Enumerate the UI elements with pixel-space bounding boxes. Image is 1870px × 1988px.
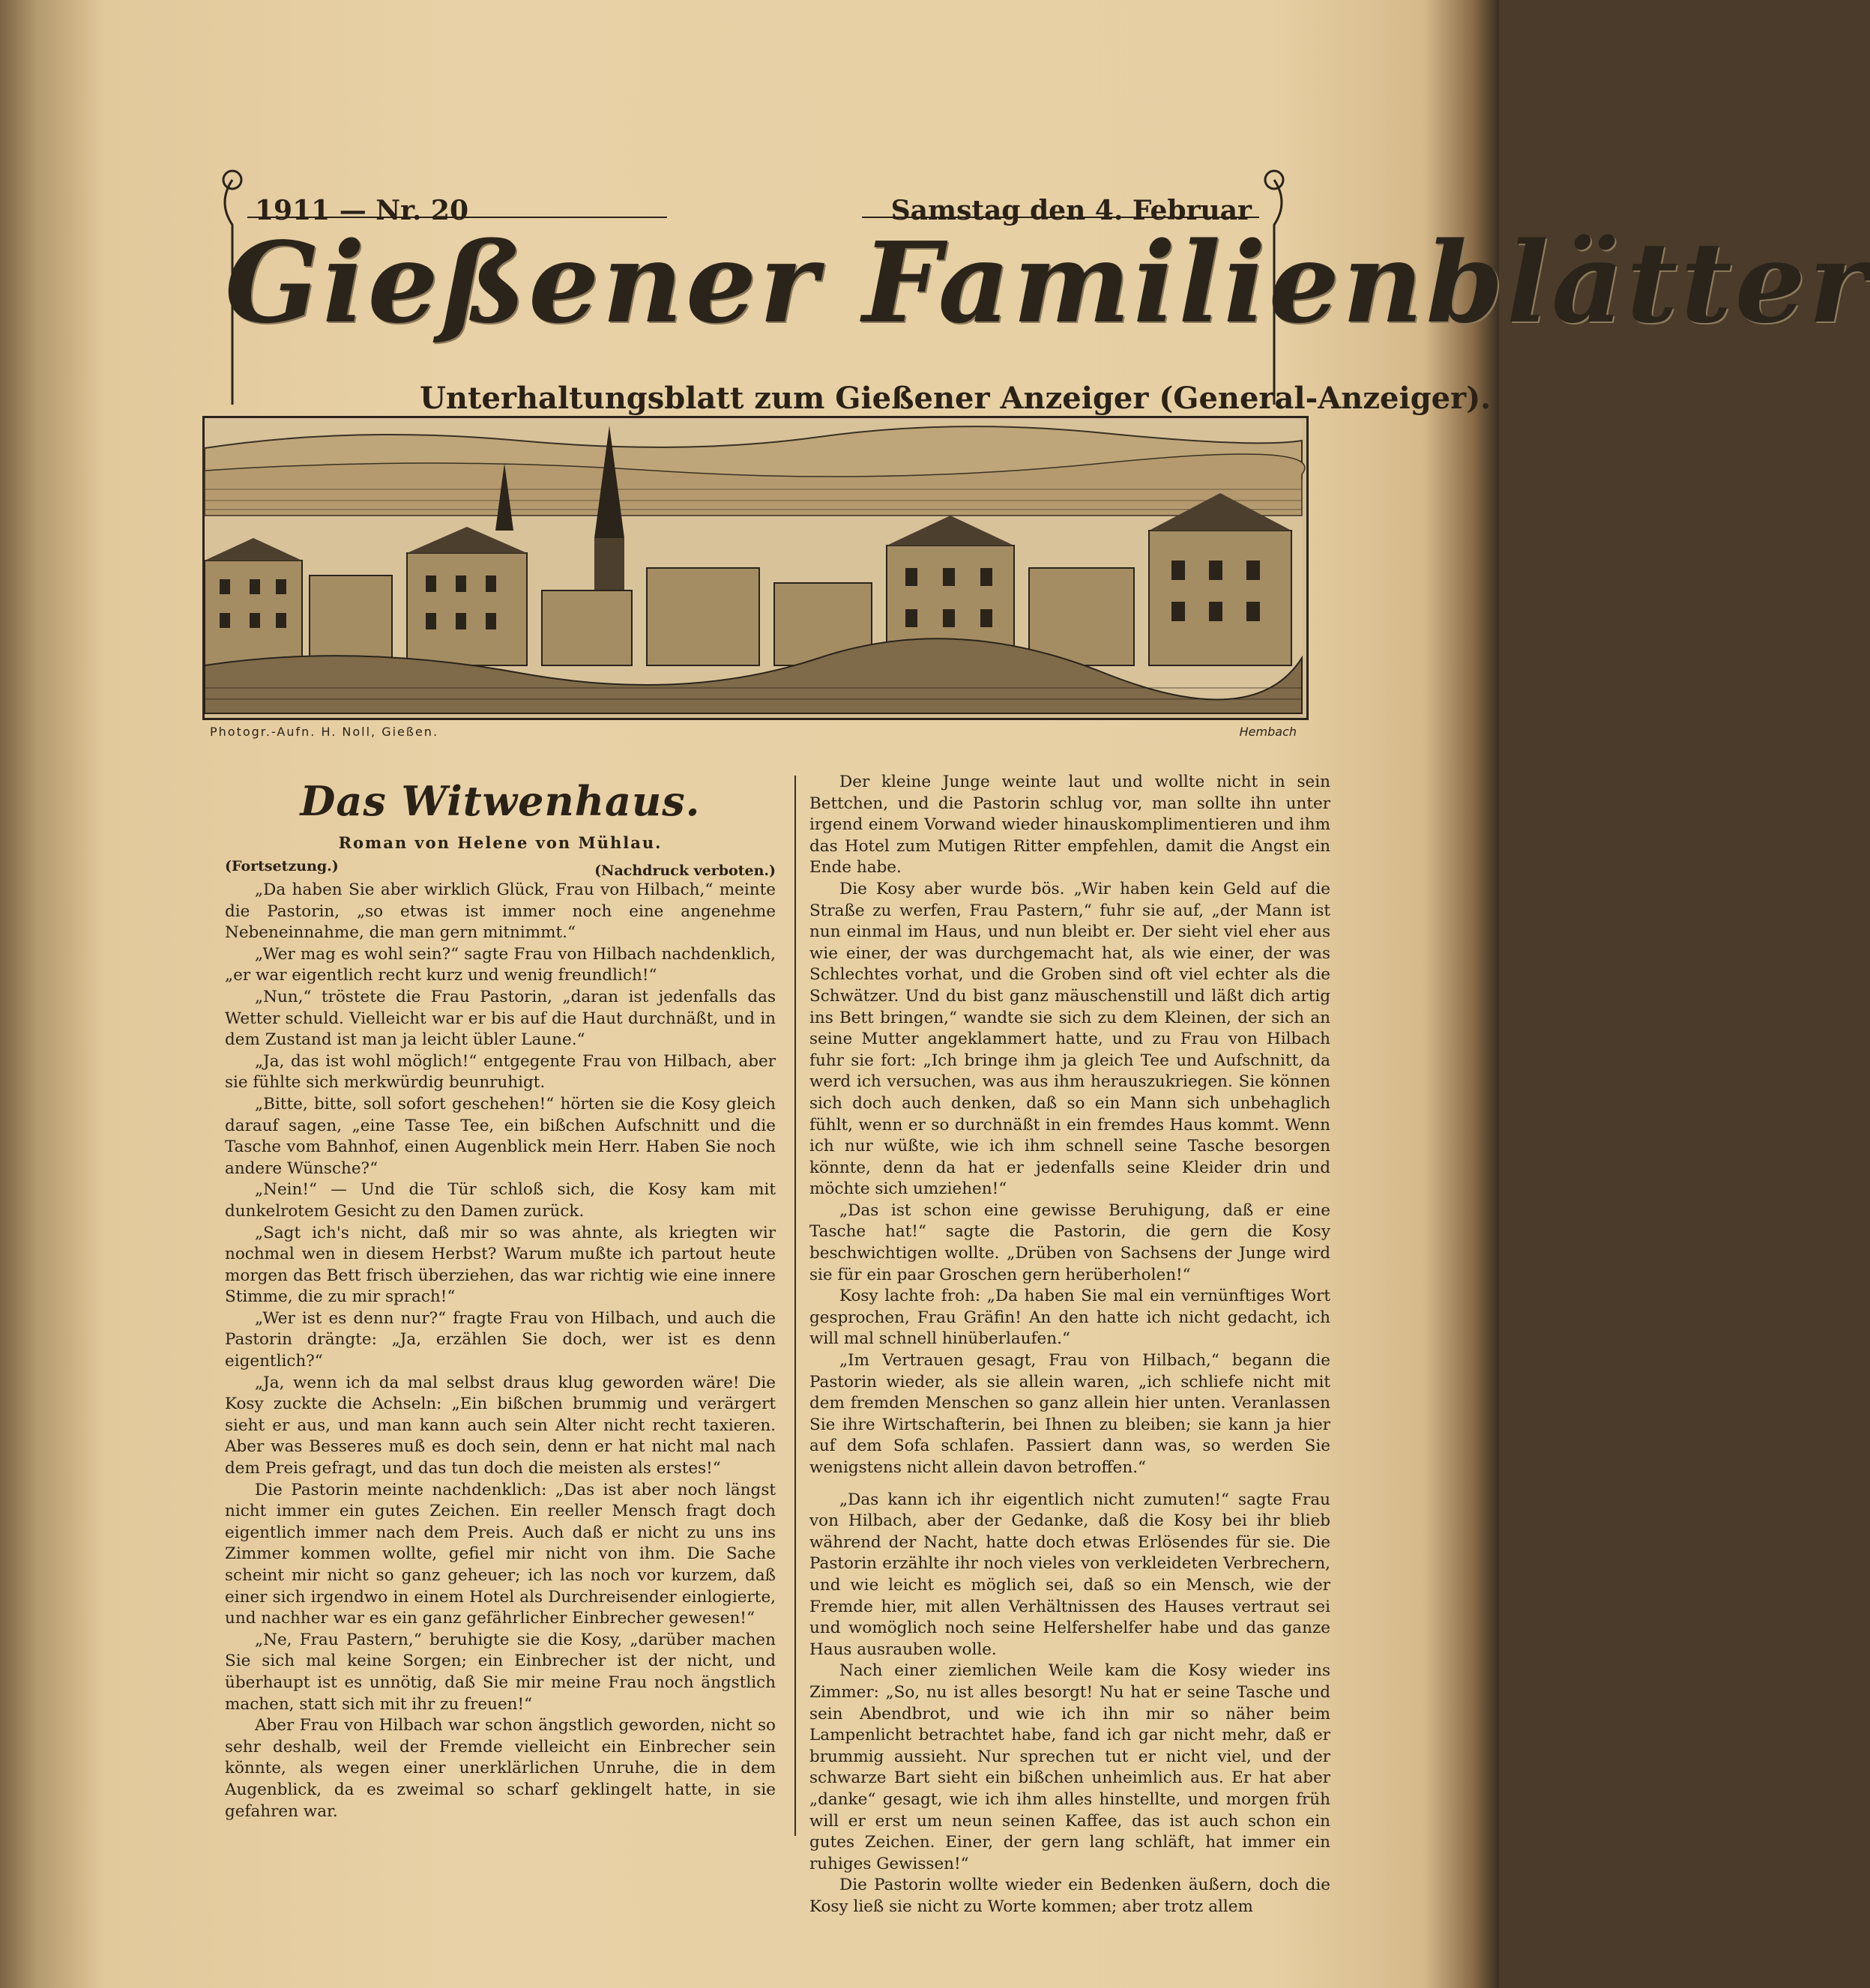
- story-byline: Roman von Helene von Mühlau.: [338, 833, 663, 852]
- story-notes: [225, 854, 776, 880]
- newspaper-subtitle: Unterhaltungsblatt zum Gießener Anzeiger (General-Anzeiger).: [420, 381, 1492, 416]
- paragraph: Kosy lachte froh: „Da haben Sie mal ein vernünftiges Wort gesprochen, Frau Gräfin! An den hatte ich nicht gedacht, ich will mal schnell hinüberlaufen.“: [809, 1287, 1330, 1349]
- masthead: [202, 157, 1870, 749]
- paragraph: „Ne, Frau Pastern,“ beruhigte sie die Kosy, „darüber machen Sie sich mal keine Sorgen; ein Einbrecher ist der nicht, und überhaupt ist es unnötig, daß Sie mir meine Frau noch ängstlich machen, statt sich mit ihr zu freuen!“: [225, 1630, 776, 1714]
- paragraph: Aber Frau von Hilbach war schon ängstlich geworden, nicht so sehr deshalb, weil der Fremde vielleicht ein Einbrecher sein könnte, als wegen einer unerklärlichen Unruhe, die in dem Augenblick, da es zweimal so scharf geklingelt hatte, in sie gefahren war.: [225, 1716, 776, 1821]
- paragraph: „Im Vertrauen gesagt, Frau von Hilbach,“ begann die Pastorin wieder, als sie allein waren, „ich schliefe nicht mit dem fremden Menschen so ganz allein hier unten. Veranlassen Sie ihre Wirtschafterin, bei Ihnen zu bleiben; sie kann ja hier auf dem Sofa schlafen. Passiert dann was, so werden Sie wenigstens nicht allein davon betroffen.“: [809, 1351, 1330, 1477]
- paragraph: „Da haben Sie aber wirklich Glück, Frau von Hilbach,“ meinte die Pastorin, „so etwas ist immer noch eine angenehme Nebeneinnahme, die man gern mitnimmt.“: [225, 880, 776, 943]
- photo-credit: [202, 723, 1304, 743]
- engraver-signature: Hembach: [1239, 725, 1297, 739]
- story-title: Das Witwenhaus.: [300, 777, 701, 825]
- newspaper-title: Gießener Familienblätter: [225, 217, 1870, 348]
- newspaper-page: [75, 7, 1870, 1978]
- paragraph: Der kleine Junge weinte laut und wollte nicht in sein Bettchen, und die Pastorin schlug vor, man sollte ihn unter irgend einem Vorwand wieder hinauskomplimentieren und ihm das Hotel zum Mutigen Ritter empfehlen, damit die Angst ein Ende habe.: [809, 773, 1330, 877]
- facing-page-edge: [0, 0, 75, 1988]
- paragraph: „Wer mag es wohl sein?“ sagte Frau von Hilbach nachdenklich, „er war eigentlich recht kurz und wenig freundlich!“: [225, 944, 776, 985]
- paragraph: „Ja, wenn ich da mal selbst draus klug geworden wäre! Die Kosy zuckte die Achseln: „Ein bißchen brummig und verärgert sieht er aus, und man kann auch sein Alter nicht recht taxieren. Aber was Besseres muß es doch sein, denn er hat nicht mal nach dem Preis gefragt, und das tun doch die meisten als erstes!“: [225, 1373, 776, 1478]
- photo-credit-left: Photogr.-Aufn. H. Noll, Gießen.: [210, 725, 439, 739]
- paragraph: „Wer ist es denn nur?“ fragte Frau von Hilbach, und auch die Pastorin drängte: „Ja, erzählen Sie doch, wer ist es denn eigentlich?“: [225, 1308, 776, 1371]
- city-panorama-drawing: [205, 418, 1302, 713]
- issue-date: Samstag den 4. Februar: [890, 195, 1252, 226]
- paragraph: „Ja, das ist wohl möglich!“ entgegente Frau von Hilbach, aber sie fühlte sich merkwürdig beunruhigt.: [225, 1051, 776, 1093]
- continuation-note: (Fortsetzung.): [225, 858, 339, 874]
- right-column: [809, 772, 1330, 1918]
- paragraph: „Nein!“ — Und die Tür schloß sich, die Kosy kam mit dunkelrotem Gesicht zu den Damen zurück.: [225, 1180, 776, 1221]
- paragraph: „Bitte, bitte, soll sofort geschehen!“ hörten sie die Kosy gleich darauf sagen, „eine Tasse Tee, ein bißchen Aufschnitt und die Tasche vom Bahnhof, einen Augenblick mein Herr. Haben Sie noch andere Wünsche?“: [225, 1094, 776, 1178]
- column-rule: [794, 776, 796, 1836]
- paragraph: Nach einer ziemlichen Weile kam die Kosy wieder ins Zimmer: „So, nu ist alles besorgt! Nu hat er seine Tasche und sein Abendbrot, und wie ich ihn mir so näher beim Lampenlicht betrachtet habe, fand ich gar nicht mehr, daß er brummig aussieht. Nur sprechen tut er nicht viel, und der schwarze Bart sieht ein bißchen unheimlich aus. Er hat aber „danke“ gesagt, wie ich ihm alles hinstellte, und morgen früh will er erst um neun seinen Kaffee, das ist auch schon ein gutes Zeichen. Einer, der gern lang schläft, hat immer ein ruhiges Gewissen!“: [809, 1661, 1330, 1873]
- city-panorama-illustration: [202, 416, 1309, 720]
- paragraph: „Das kann ich ihr eigentlich nicht zumuten!“ sagte Frau von Hilbach, aber der Gedanke, daß die Kosy bei ihr blieb während der Nacht, hatte doch etwas Erlösendes für sie. Die Pastorin erzählte ihr noch vieles von verkleideten Verbrechern, und wie leicht es möglich sei, daß so ein Mensch, wie der Fremde hier, mit allen Verhältnissen des Hauses vertraut sei und womöglich noch seine Helfershelfer habe und das ganze Haus ausrauben wolle.: [809, 1490, 1330, 1659]
- paragraph: Die Pastorin meinte nachdenklich: „Das ist aber noch längst nicht immer ein gutes Zeichen. Ein reeller Mensch fragt doch eigentlich immer nach dem Preis. Auch daß er nicht zu uns ins Zimmer kommen wollte, gefiel mir nicht von ihm. Die Sache scheint mir nicht so ganz geheuer; ich las noch vor kurzem, daß einer sich irgendwo in einem Hotel als Durchreisender einlogierte, und nachher war es ein ganz gefährlicher Einbrecher gewesen!“: [225, 1480, 776, 1628]
- paragraph: „Sagt ich's nicht, daß mir so was ahnte, als kriegten wir nochmal wen in diesem Herbst? Warum mußte ich partout heute morgen das Bett frisch überziehen, das war richtig wie eine innere Stimme, die zu mir sprach!“: [225, 1223, 776, 1307]
- paragraph: „Das ist schon eine gewisse Beruhigung, daß er eine Tasche hat!“ sagte die Pastorin, die gern die Kosy beschwichtigen wollte. „Drüben von Sachsens der Junge wird sie für ein paar Groschen gern herüberholen!“: [809, 1200, 1330, 1284]
- paragraph: „Nun,“ tröstete die Frau Pastorin, „daran ist jedenfalls das Wetter schuld. Vielleicht war er bis auf die Haut durchnäßt, und in dem Zustand ist man ja leicht übler Laune.“: [225, 987, 776, 1050]
- paragraph: Die Pastorin wollte wieder ein Bedenken äußern, doch die Kosy ließ sie nicht zu Worte kommen; aber trotz allem: [809, 1876, 1330, 1916]
- paragraph: Die Kosy aber wurde bös. „Wir haben kein Geld auf die Straße zu werfen, Frau Pastern,“ fuhr sie auf, „der Mann ist nun einmal im Haus, und nun bleibt er. Der sieht viel eher aus wie einer, der was durchgemacht hat, als wie einer, der was Schlechtes vorhat, und die Groben sind oft viel echter als die Schwätzer. Und du bist ganz mäuschenstill und läßt dich artig ins Bett bringen,“ wandte sie sich zu dem Kleinen, der sich an seine Mutter angeklammert hatte, und zu Frau von Hilbach fuhr sie fort: „Ich bringe ihm ja gleich Tee und Aufschnitt, da werd ich versuchen, was aus ihm herauszukriegen. Sie können sich doch auch denken, daß so ein Mann sich unbehaglich fühlt, wenn er so durchnäßt in ein fremdes Haus kommt. Wenn ich nur wüßte, wie ich ihm schnell seine Tasche besorgen könnte, denn da hat er jedenfalls seine Kleider drin und möchte sich umziehen!“: [809, 879, 1330, 1199]
- section-gap: [809, 1479, 1330, 1490]
- left-column: [225, 772, 776, 1822]
- copyright-note: (Nachdruck verboten.): [594, 862, 776, 879]
- year-issue: 1911 — Nr. 20: [255, 195, 468, 226]
